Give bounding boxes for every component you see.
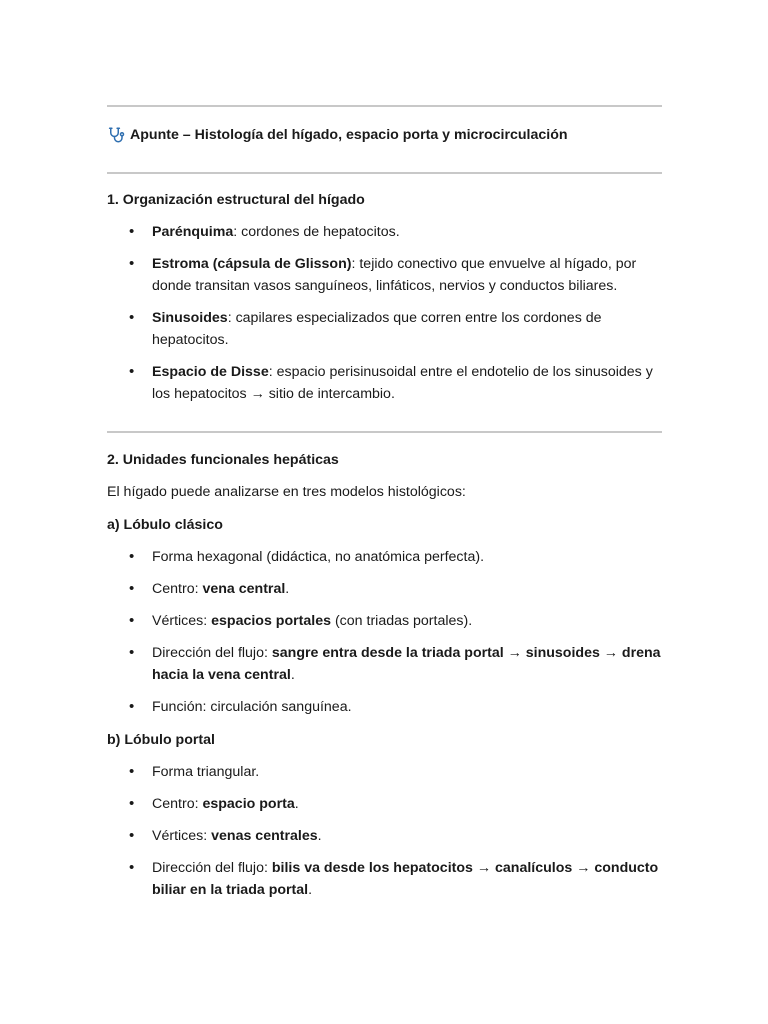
list-item-text: . xyxy=(294,796,299,812)
list-item-label: Dirección del flujo: xyxy=(152,860,272,876)
section-1-list xyxy=(107,221,667,405)
list-item-text: : tejido conectivo que envuelve al hígado, por donde transitan vasos sanguíneos, linfáticos, nervios y conductos biliares. xyxy=(152,256,637,294)
list-item xyxy=(107,825,667,847)
list-item-text: . xyxy=(290,667,295,683)
document-title-row xyxy=(107,124,667,146)
list-item xyxy=(107,696,667,718)
list-item-label: Vértices: xyxy=(152,828,212,844)
list-item-term: bilis va desde los hepatocitos → canalículos → conducto biliar en la triada portal xyxy=(152,860,659,898)
document-title: Apunte – Histología del hígado, espacio porta y microcirculación xyxy=(130,127,568,143)
section-2-intro: El hígado puede analizarse en tres modelos histológicos: xyxy=(107,484,466,500)
list-item-text: Forma hexagonal (didáctica, no anatómica perfecta). xyxy=(152,549,485,565)
list-item xyxy=(107,857,667,901)
list-item-text: (con triadas portales). xyxy=(331,613,473,629)
list-item-text: Función: circulación sanguínea. xyxy=(152,699,352,715)
list-item xyxy=(107,546,667,568)
list-item-text: Forma triangular. xyxy=(152,764,260,780)
list-item xyxy=(107,610,667,632)
list-item-term: sangre entra desde la triada portal → sinusoides → drena hacia la vena central xyxy=(152,645,661,683)
list-item-text: : cordones de hepatocitos. xyxy=(233,224,400,240)
title-divider xyxy=(107,172,662,174)
list-item xyxy=(107,253,667,297)
list-item-term: espacio porta xyxy=(202,796,295,812)
list-item-term: vena central xyxy=(202,581,286,597)
list-item xyxy=(107,642,667,686)
list-item xyxy=(107,793,667,815)
list-item-text: . xyxy=(308,882,313,898)
list-item-term: Sinusoides xyxy=(152,310,228,326)
subsection-a-list xyxy=(107,546,667,718)
list-item xyxy=(107,221,667,243)
list-item xyxy=(107,761,667,783)
list-item-term: venas centrales xyxy=(211,828,318,844)
list-item xyxy=(107,578,667,600)
list-item xyxy=(107,307,667,351)
list-item-text: : capilares especializados que corren entre los cordones de hepatocitos. xyxy=(152,310,602,348)
list-item xyxy=(107,361,667,405)
list-item-label: Vértices: xyxy=(152,613,212,629)
section-2-heading: 2. Unidades funcionales hepáticas xyxy=(107,452,339,468)
list-item-term: Estroma (cápsula de Glisson) xyxy=(152,256,352,272)
list-item-label: Centro: xyxy=(152,581,203,597)
list-item-text: : espacio perisinusoidal entre el endotelio de los sinusoides y los hepatocitos → sitio de intercambio. xyxy=(152,364,653,402)
top-divider xyxy=(107,105,662,107)
list-item-label: Dirección del flujo: xyxy=(152,645,272,661)
list-item-text: . xyxy=(317,828,322,844)
section-divider xyxy=(107,431,662,433)
list-item-label: Centro: xyxy=(152,796,203,812)
subsection-a-heading: a) Lóbulo clásico xyxy=(107,517,223,533)
list-item-text: . xyxy=(285,581,290,597)
subsection-b-heading: b) Lóbulo portal xyxy=(107,732,215,748)
stethoscope-icon xyxy=(107,126,125,144)
list-item-term: espacios portales xyxy=(211,613,332,629)
list-item-term: Parénquima xyxy=(152,224,234,240)
list-item-term: Espacio de Disse xyxy=(152,364,269,380)
subsection-b-list xyxy=(107,761,667,901)
section-1-heading: 1. Organización estructural del hígado xyxy=(107,192,365,208)
